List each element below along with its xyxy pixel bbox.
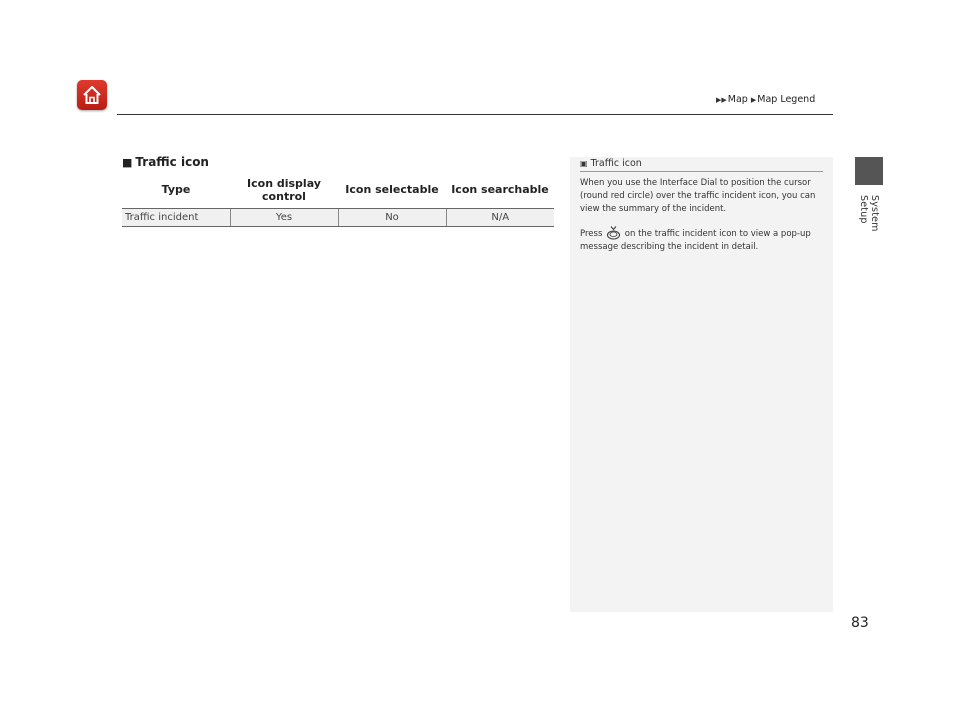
home-icon — [81, 84, 103, 106]
table-cell-searchable: N/A — [446, 209, 554, 227]
breadcrumb-map-legend[interactable]: Map Legend — [757, 94, 816, 105]
section-title — [122, 155, 209, 169]
column-header-type: Type — [122, 172, 230, 209]
breadcrumb-arrow-icon: ▶▶ — [716, 96, 727, 104]
breadcrumb-arrow-icon: ▶ — [750, 96, 757, 104]
note-paragraph-1: When you use the Interface Dial to position the cursor (round red circle) over the traffic incident icon, you can view the summary of the incident. — [580, 178, 816, 214]
interface-dial-press-icon — [606, 225, 621, 240]
table-cell-selectable: No — [338, 209, 446, 227]
note-paragraph-2-after: on the traffic incident icon to view a pop-up message describing the incident in detail. — [580, 229, 811, 252]
note-marker-icon: ▣ — [580, 159, 588, 168]
traffic-icon-table — [122, 172, 554, 227]
column-header-display-control — [230, 172, 338, 209]
section-title-text: Traffic icon — [135, 155, 209, 169]
home-button[interactable] — [77, 80, 107, 110]
table-header-row — [122, 172, 554, 209]
note-paragraph-2-before: Press — [580, 229, 603, 239]
table-cell-display-control: Yes — [230, 209, 338, 227]
note-title-text: Traffic icon — [590, 158, 642, 169]
note-body — [580, 177, 823, 254]
table-row — [122, 209, 554, 227]
note-title — [580, 157, 823, 172]
column-header-selectable: Icon selectable — [338, 172, 446, 209]
column-header-display-control-text: Icon display control — [247, 176, 321, 203]
page-number: 83 — [851, 615, 869, 631]
table-cell-type: Traffic incident — [122, 209, 230, 227]
column-header-searchable: Icon searchable — [446, 172, 554, 209]
breadcrumb-map[interactable]: Map — [727, 94, 748, 105]
note-paragraph-2 — [580, 225, 823, 254]
chapter-label: System Setup — [858, 195, 880, 232]
breadcrumb — [716, 94, 815, 105]
chapter-tab[interactable] — [855, 157, 883, 185]
section-marker-icon: ■ — [122, 156, 133, 169]
note-panel — [570, 157, 833, 612]
header-rule — [117, 114, 833, 115]
